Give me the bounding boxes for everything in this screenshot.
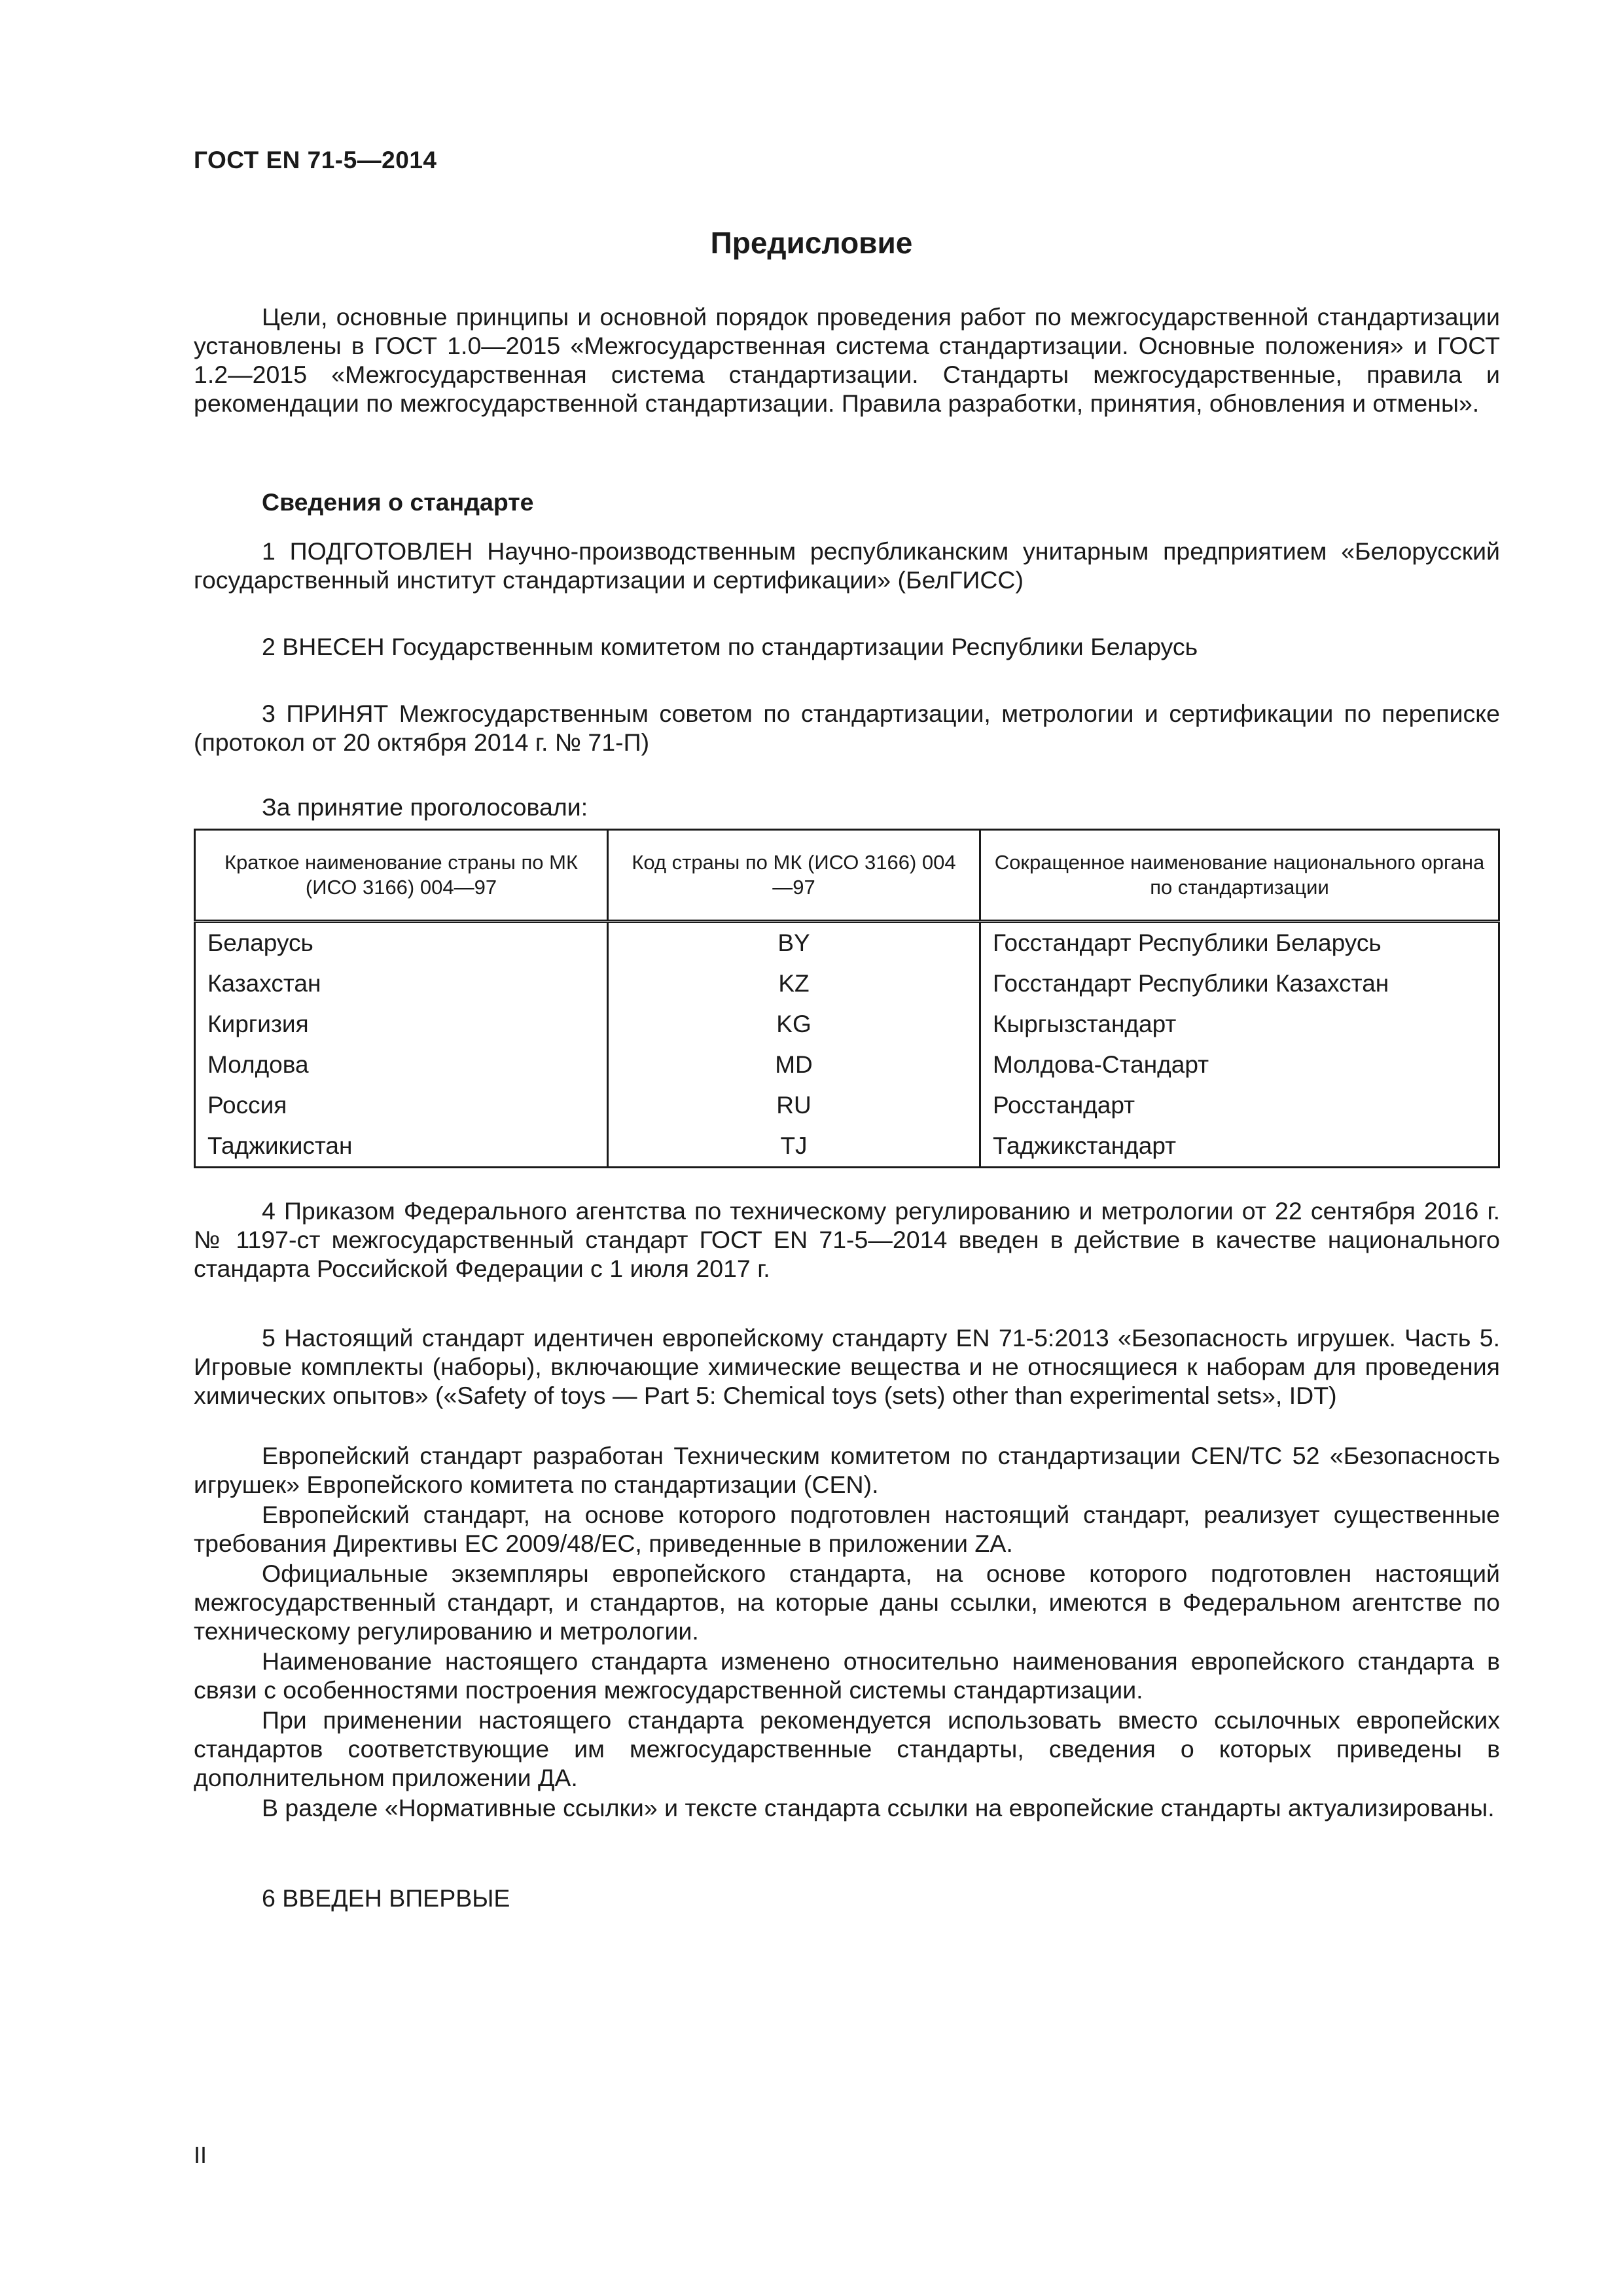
header-standards-body: Сокращенное наименование национального органа по стандартизации [980,830,1499,922]
country-code: TJ [608,1126,980,1168]
table-row [195,922,1499,964]
standards-body: Росстандарт [980,1085,1499,1126]
page-title: Предисловие [710,226,913,260]
country-name: Россия [195,1085,608,1126]
standards-body: Госстандарт Республики Казахстан [980,963,1499,1004]
item-4-paragraph: 4 Приказом Федерального агентства по техническому регулированию и метрологии от 22 сентября 2016 г. № 1197-ст межгосударственный стандарт ГОСТ EN 71-5—2014 введен в действие в качестве национального стандарта Российской Федерации с 1 июля 2017 г. [194,1197,1500,1282]
table-row [195,1085,1499,1126]
country-code: KG [608,1004,980,1045]
country-name: Молдова [195,1045,608,1085]
item-5-references-paragraph: В разделе «Нормативные ссылки» и тексте стандарта ссылки на европейские стандарты актуализированы. [262,1794,1495,1821]
item-5-paragraph: 5 Настоящий стандарт идентичен европейскому стандарту EN 71-5:2013 «Безопасность игрушек. Часть 5. Игровые комплекты (наборы), включающие химические вещества и не относящиеся к наборам для проведения химических опытов» («Safety of toys — Part 5: Chemical toys (sets) other than experimental sets», IDT) [194,1324,1500,1409]
country-code: MD [608,1045,980,1085]
table-row [195,1004,1499,1045]
item-6-paragraph: 6 ВВЕДЕН ВПЕРВЫЕ [262,1884,510,1912]
table-header-row [195,830,1499,922]
country-code: KZ [608,963,980,1004]
standards-body: Таджикстандарт [980,1126,1499,1168]
item-2-paragraph: 2 ВНЕСЕН Государственным комитетом по стандартизации Республики Беларусь [262,633,1198,660]
item-1-paragraph: 1 ПОДГОТОВЛЕН Научно-производственным республиканским унитарным предприятием «Белорусский государственный институт стандартизации и сертификации» (БелГИСС) [194,537,1500,594]
item-5-copies-paragraph: Официальные экземпляры европейского стандарта, на основе которого подготовлен настоящий межгосударственный стандарт, и стандартов, на которые даны ссылки, имеются в Федеральном агентстве по техническому регулированию и метрологии. [194,1560,1500,1645]
table-row [195,1045,1499,1085]
item-5-directive-paragraph: Европейский стандарт, на основе которого подготовлен настоящий стандарт, реализует существенные требования Директивы ЕС 2009/48/ЕС, приведенные в приложении ZA. [194,1501,1500,1557]
country-code: BY [608,922,980,964]
standards-body: Госстандарт Республики Беларусь [980,922,1499,964]
standards-body: Молдова-Стандарт [980,1045,1499,1085]
standard-info-heading: Сведения о стандарте [262,488,534,516]
country-name: Киргизия [195,1004,608,1045]
header-country-name: Краткое наименование страны по МК (ИСО 3166) 004—97 [195,830,608,922]
item-5-committee-paragraph: Европейский стандарт разработан Техническим комитетом по стандартизации CEN/TC 52 «Безопасность игрушек» Европейского комитета по стандартизации (CEN). [194,1442,1500,1498]
item-5-usage-paragraph: При применении настоящего стандарта рекомендуется использовать вместо ссылочных европейских стандартов соответствующие им межгосударственные стандарты, сведения о которых приведены в дополнительном приложении ДА. [194,1706,1500,1791]
table-row [195,963,1499,1004]
country-name: Казахстан [195,963,608,1004]
page-number: II [194,2142,207,2168]
header-country-code: Код страны по МК (ИСО 3166) 004—97 [608,830,980,922]
intro-paragraph: Цели, основные принципы и основной порядок проведения работ по межгосударственной стандартизации установлены в ГОСТ 1.0—2015 «Межгосударственная система стандартизации. Основные положения» и ГОСТ 1.2—2015 «Межгосударственная система стандартизации. Стандарты межгосударственные, правила и рекомендации по межгосударственной стандартизации. Правила разработки, принятия, обновления и отмены». [194,303,1500,417]
voting-countries-table [194,829,1500,1168]
voted-label: За принятие проголосовали: [262,793,588,821]
document-header: ГОСТ EN 71-5—2014 [194,147,437,173]
standards-body: Кыргызстандарт [980,1004,1499,1045]
item-5-title-change-paragraph: Наименование настоящего стандарта изменено относительно наименования европейского стандарта в связи с особенностями построения межгосударственной системы стандартизации. [194,1647,1500,1704]
country-name: Таджикистан [195,1126,608,1168]
country-name: Беларусь [195,922,608,964]
country-code: RU [608,1085,980,1126]
item-3-paragraph: 3 ПРИНЯТ Межгосударственным советом по стандартизации, метрологии и сертификации по переписке (протокол от 20 октября 2014 г. № 71-П) [194,700,1500,756]
table-row [195,1126,1499,1168]
